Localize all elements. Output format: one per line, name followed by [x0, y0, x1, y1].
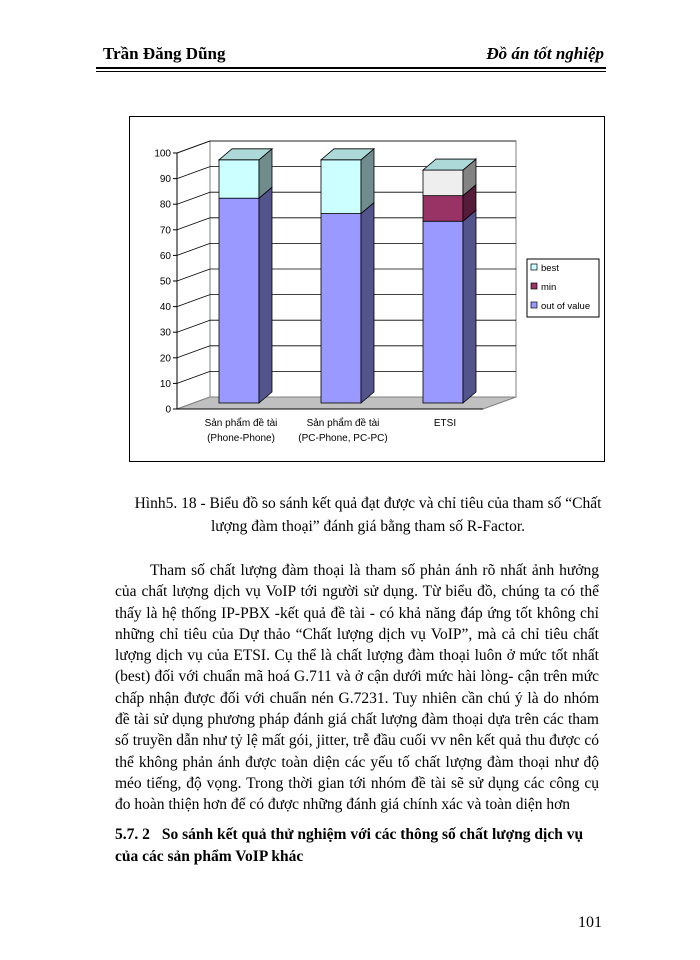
y-tick-label: 0 — [165, 404, 171, 416]
y-tick-label: 90 — [159, 174, 171, 186]
header-rule — [96, 67, 606, 69]
legend-swatch — [531, 283, 537, 289]
x-tick-label: ETSI — [433, 418, 457, 429]
bar-segment-front — [321, 214, 361, 403]
bar-segment-front — [423, 196, 463, 222]
y-tick-label: 40 — [159, 302, 171, 314]
bar-segment-side — [259, 187, 272, 403]
header-doc-type: Đồ án tốt nghiệp — [486, 44, 604, 63]
y-tick-label: 30 — [159, 327, 171, 339]
page-number: 101 — [578, 914, 602, 931]
y-tick-label: 10 — [159, 378, 171, 390]
legend-swatch — [531, 302, 537, 308]
header-author: Trần Đăng Dũng — [103, 44, 226, 63]
bar-segment-side — [463, 210, 476, 403]
y-tick-label: 100 — [154, 148, 171, 160]
x-tick-label: Sản phẩm đề tài — [204, 418, 278, 429]
legend-label: out of value — [541, 301, 591, 312]
figure-caption: Hình5. 18 - Biểu đồ so sánh kết quả đạt được và chỉ tiêu của tham số “Chất lượng đàm thoại” đánh giá bằng tham số R-Factor. — [134, 495, 602, 535]
x-tick-label: (Phone-Phone) — [207, 433, 275, 444]
header-rule-thin — [96, 71, 606, 72]
bar-segment-front — [219, 160, 259, 198]
legend-label: min — [541, 282, 557, 293]
y-tick-label: 20 — [159, 353, 171, 365]
section-number: 5.7. 2 — [115, 826, 150, 843]
x-tick-label: (PC-Phone, PC-PC) — [298, 433, 388, 444]
y-tick-label: 50 — [159, 276, 171, 288]
chart-frame — [129, 116, 605, 462]
x-tick-label: Sản phẩm đề tài — [306, 418, 380, 429]
body-paragraph: Tham số chất lượng đàm thoại là tham số phản ánh rõ nhất ảnh hưởng của chất lượng dịch vụ VoIP tới người sử dụng. Từ biểu đồ, chúng ta có thể thấy là hệ thống IP-PBX -kết quả đề tài - có khả năng đáp ứng tốt không chỉ những chỉ tiêu của Dự thảo “Chất lượng dịch vụ VoIP”, mà cả chỉ tiêu chất lượng dịch vụ của ETSI. Cụ thể là chất lượng đàm thoại luôn ở mức tốt nhất (best) đối với chuẩn mã hoá G.711 và ở cận dưới mức hài lòng- cận trên mức chấp nhận được đối với chuẩn nén G.7231. Tuy nhiên cần chú ý là do nhóm đề tài sử dụng phương pháp đánh giá chất lượng đàm thoại dựa trên các tham số truyền dẫn như tỷ lệ mất gói, jitter, trễ đầu cuối vv nên kết quả thu được có thể không phản ánh được toàn diện các yếu tố chất lượng đàm thoại như độ méo tiếng, độ vọng. Trong thời gian tới nhóm đề tài sẽ sử dụng các công cụ đo hoàn thiện hơn để có được những đánh giá chính xác và toàn diện hơn — [115, 562, 599, 814]
bar-segment-side — [361, 203, 374, 403]
bar-chart — [130, 117, 606, 463]
bar-segment-front — [219, 198, 259, 403]
legend-label: best — [541, 263, 559, 274]
bar-segment-front — [423, 170, 463, 196]
legend-swatch — [531, 264, 537, 270]
section-title: So sánh kết quả thử nghiệm với các thông số chất lượng dịch vụ của các sản phẩm VoIP khác — [115, 826, 584, 865]
y-tick-label: 70 — [159, 225, 171, 237]
y-tick-label: 60 — [159, 250, 171, 262]
bar-segment-front — [423, 221, 463, 403]
bar-segment-front — [321, 160, 361, 214]
y-tick-label: 80 — [159, 199, 171, 211]
section-heading — [115, 824, 599, 868]
